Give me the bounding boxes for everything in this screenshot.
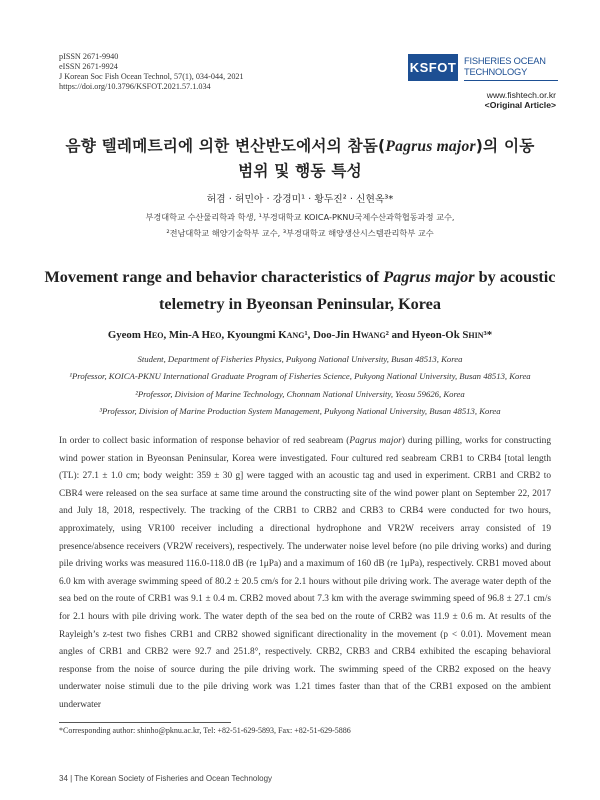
citation: J Korean Soc Fish Ocean Technol, 57(1), 034-044, 2021 <box>59 72 244 81</box>
english-title <box>40 264 560 318</box>
corresponding-author: *Corresponding author: shinho@pknu.ac.kr, Tel: +82-51-629-5893, Fax: +82-51-629-5886 <box>59 726 351 735</box>
logo-underline <box>464 80 558 81</box>
abstract-text: In order to collect basic information of response behavior of red seabream (Pagrus major) during pilling, works for constructing wind power station in Byeonsan Peninsular, Korea were investigated. Four cultured red seabream CRB1 to CRB4 [total length (TL): 27.1 ± 1.0 cm; body weight: 359 ± 30 g] were tagged with an acoustic tag and used in experiment. CRB1 and CRB2 to CBR4 were released on the sea surface at same time around the constructing site of the wind power plant on September 22, 2017 and July 18, 2018, respectively. The tracking of the CRB1 to CRB2 and CRB3 to CRB4 were conducted for two hours, approximately, using VR100 receiver including a directional hydrophone and VR2W receivers array consisted of 19 presence/absence receivers (VR2W receivers), respectively. The underwater noise level before (no pile driving works) and during pile driving works was measured 116.0-118.0 dB (re 1μPa) and a maximum of 160 dB (re 1μPa), respectively. CRB1 moved about 6.0 km with average swimming speed of 80.2 ± 20.5 cm/s for 2.1 hours without pile driving work. The average water depth of the sea bed on the route of CRB1 was 9.1 ± 0.4 m. CRB2 moved about 7.3 km with the average swimming speed of 96.8 ± 27.1 cm/s for 2.1 hours with pile driving work. The water depth of the sea bed on the route of CRB2 was 11.9 ± 0.6 m. At results of the Rayleigh’s z-test two fishes CRB1 and CRB2 showed significant directionality in the movement (p < 0.01). Movement mean angles of CRB1 and CRB2 were 92.7 and 251.8°, respectively. CRB2, CRB3 and CRB4 exhibited the escaping behavioral response from the noise of source during the pile driving work. The swimming speed of the CRB2 exposed on the heavy underwater noise stimuli due to the pile driving work was 1.21 times faster than that of the CRB1 exposed on the ambient underwater <box>59 436 552 710</box>
journal-meta <box>59 52 244 92</box>
logo-line-2: TECHNOLOGY <box>464 66 528 77</box>
english-affiliation-3: ²Professor, Division of Marine Technology, Chonnam National University, Yeosu 59626, Korea <box>135 388 465 399</box>
logo-wordmark <box>464 56 546 77</box>
english-affiliation-2: ¹Professor, KOICA-PKNU International Graduate Program of Fisheries Science, Pukyong National University, Busan 48513, Korea <box>69 371 531 382</box>
english-affiliations <box>30 351 570 420</box>
eissn: eISSN 2671-9924 <box>59 62 118 71</box>
doi-link[interactable]: https://doi.org/10.3796/KSFOT.2021.57.1.034 <box>59 82 211 91</box>
journal-logo <box>408 54 558 84</box>
abstract <box>59 433 551 715</box>
korean-title <box>40 134 560 184</box>
korean-title-line-1: 음향 텔레메트리에 의한 변산반도에서의 참돔(Pagrus major)의 이동 <box>65 137 535 155</box>
korean-affiliation-line-2: ²전남대학교 해양기술학부 교수, ³부경대학교 해양생산시스템관리학부 교수 <box>166 228 434 238</box>
english-title-line-2: telemetry in Byeonsan Peninsular, Korea <box>159 295 441 313</box>
page-footer: 34 | The Korean Society of Fisheries and Ocean Technology <box>59 774 273 783</box>
korean-affiliations <box>40 209 560 241</box>
korean-title-line-2: 범위 및 행동 특성 <box>238 162 362 180</box>
english-authors: Gyeom Heo, Min-A Heo, Kyoungmi Kang¹, Doo-Jin Hwang² and Hyeon-Ok Shin³* <box>107 329 493 341</box>
website-link[interactable]: www.fishtech.or.kr <box>486 90 556 100</box>
pissn: pISSN 2671-9940 <box>59 52 119 61</box>
english-affiliation-4: ³Professor, Division of Marine Production System Management, Pukyong National University, Busan 48513, Korea <box>99 405 501 416</box>
article-type: <Original Article> <box>484 100 556 110</box>
korean-affiliation-line-1: 부경대학교 수산물리학과 학생, ¹부경대학교 KOICA-PKNU국제수산과학협동과정 교수, <box>145 212 455 222</box>
logo-mark: KSFOT <box>408 54 458 81</box>
korean-authors: 허겸 · 허민아 · 강경미¹ · 황두진² · 신현옥³* <box>206 194 394 205</box>
english-affiliation-1: Student, Department of Fisheries Physics, Pukyong National University, Busan 48513, Korea <box>137 354 463 364</box>
journal-site <box>485 90 556 110</box>
english-title-line-1: Movement range and behavior characteristics of Pagrus major by acoustic <box>44 268 556 286</box>
logo-line-1: FISHERIES OCEAN <box>464 56 546 66</box>
footnote-divider <box>59 722 231 723</box>
